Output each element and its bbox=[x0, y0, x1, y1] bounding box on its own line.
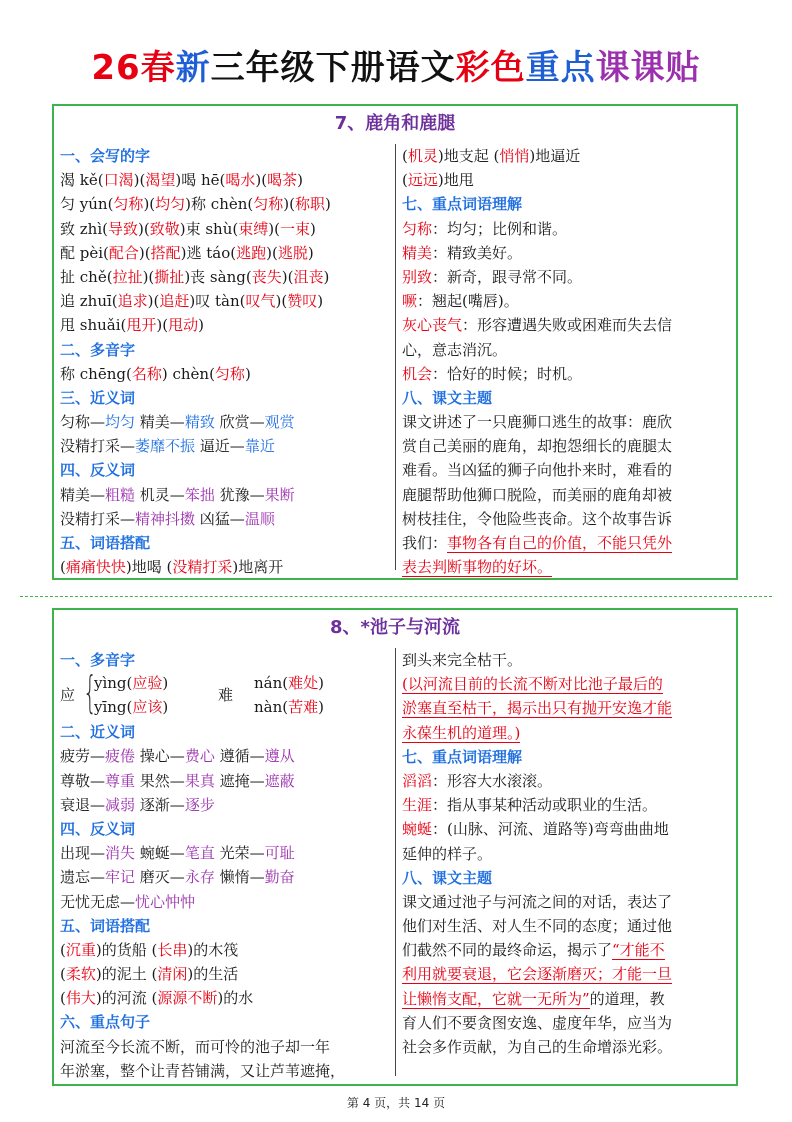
column-divider bbox=[395, 648, 396, 1076]
text-line: 心，意志消沉。 bbox=[402, 340, 508, 359]
text-line: 疲劳—疲倦 操心—费心 遵循—遵从 bbox=[60, 747, 295, 766]
text-line: 难看。当凶猛的狮子向他扑来时，难看的 bbox=[402, 461, 673, 480]
text-line: 精美—粗糙 机灵—笨拙 犹豫—果断 bbox=[60, 485, 295, 504]
text-line: 尊敬—尊重 果然—果真 遮掩—遮蔽 bbox=[60, 771, 295, 790]
text-line: 别致：新奇，跟寻常不同。 bbox=[402, 267, 583, 286]
text-line: 让懒惰支配，它就一无所为”的道理，教 bbox=[402, 989, 665, 1008]
text-line: (远远)地甩 bbox=[402, 171, 474, 190]
right-column bbox=[402, 144, 734, 579]
lesson-heading: 8、*池子与河流 bbox=[330, 617, 460, 638]
left-column bbox=[60, 648, 390, 1083]
text-line: 出现—消失 蜿蜒—笔直 光荣—可耻 bbox=[60, 844, 295, 863]
brace-icon: { bbox=[83, 667, 97, 719]
text-line: 遗忘—牢记 磨灭—永存 懒惰—勤奋 bbox=[60, 868, 295, 887]
text-line: 们截然不同的最终命运，揭示了“才能不 bbox=[402, 941, 665, 960]
text-line: 精美：精致美好。 bbox=[402, 243, 523, 262]
text-line: (伟大)的河流 (源源不断)的水 bbox=[60, 989, 254, 1008]
text-line: 灰心丧气：形容遭遇失败或困难而失去信 bbox=[402, 316, 673, 335]
section-heading: 一、会写的字 bbox=[60, 147, 151, 165]
section-heading: 八、课文主题 bbox=[402, 388, 493, 407]
section-heading: 六、重点句子 bbox=[60, 1013, 151, 1032]
section-heading: 八、课文主题 bbox=[402, 868, 493, 887]
section-heading: 五、词语搭配 bbox=[60, 534, 151, 552]
text-line: 衰退—减弱 逐渐—逐步 bbox=[60, 795, 215, 814]
text-line: 生涯：指从事某种活动或职业的生活。 bbox=[402, 796, 658, 815]
text-line: 延伸的样子。 bbox=[402, 844, 493, 863]
text-line: 甩 shuǎi(甩开)(甩动) bbox=[60, 316, 204, 335]
text-line: 没精打采—精神抖擞 凶猛—温顺 bbox=[60, 509, 275, 528]
text-line: 称 chēng(名称) chèn(匀称) bbox=[60, 364, 251, 383]
text-line: 永葆生机的道理。) bbox=[402, 723, 521, 742]
text-line: 滔滔：形容大水滚滚。 bbox=[402, 771, 553, 790]
text-line: 渴 kě(口渴)(渴望)喝 hē(喝水)(喝茶) bbox=[60, 171, 303, 190]
section-heading: 四、反义词 bbox=[60, 461, 136, 480]
text-line: 赏自己美丽的鹿角，却抱怨细长的鹿腿太 bbox=[402, 437, 673, 456]
section-heading: 四、反义词 bbox=[60, 819, 136, 838]
section-heading: 五、词语搭配 bbox=[60, 916, 151, 935]
text-line: 淤塞直至枯干，揭示出只有抛开安逸才能 bbox=[402, 699, 673, 718]
text-line: (痛痛快快)地喝 (没精打采)地离开 bbox=[60, 558, 284, 577]
text-line: 机会：恰好的时候；时机。 bbox=[402, 364, 583, 383]
section-heading: 二、近义词 bbox=[60, 723, 136, 742]
text-line: 鹿腿帮助他狮口脱险，而美丽的鹿角却被 bbox=[402, 485, 673, 504]
text-line: 年淤塞，整个让青苔铺满，又让芦苇遮掩， bbox=[60, 1061, 346, 1080]
text-line: 表去判断事物的好坏。 bbox=[402, 558, 553, 577]
left-column bbox=[60, 144, 390, 579]
text-line: 没精打采—萎靡不振 逼近—靠近 bbox=[60, 437, 275, 456]
section-heading: 一、多音字 bbox=[60, 651, 136, 669]
text-line: 课文讲述了一只鹿狮口逃生的故事：鹿欣 bbox=[402, 413, 673, 432]
right-column bbox=[402, 648, 734, 1059]
section-heading: 三、近义词 bbox=[60, 388, 136, 407]
text-line: (沉重)的货船 (长串)的木筏 bbox=[60, 940, 239, 959]
section-heading: 二、多音字 bbox=[60, 340, 136, 359]
text-line: 无忧无虑—忧心忡忡 bbox=[60, 892, 196, 911]
text-line: 匀 yún(匀称)(均匀)称 chèn(匀称)(称职) bbox=[60, 195, 331, 214]
polyphone-block: 应 { yìng(应验) yīng(应该) 难 nán(难处) nàn(苦难) bbox=[60, 667, 324, 719]
text-line: 噘：翘起(嘴唇)。 bbox=[402, 292, 519, 311]
page-title: 26春新三年级下册语文彩色重点课课贴 bbox=[91, 48, 701, 88]
text-line: 蜿蜒：(山脉、河流、道路等)弯弯曲曲地 bbox=[402, 820, 669, 839]
text-line: 树枝挂住，令他险些丧命。这个故事告诉 bbox=[402, 509, 673, 528]
text-line: (机灵)地支起 (悄悄)地逼近 bbox=[402, 147, 581, 165]
text-line: 致 zhì(导致)(致敬)束 shù(束缚)(一束) bbox=[60, 219, 316, 238]
text-line: (柔软)的泥土 (清闲)的生活 bbox=[60, 965, 239, 984]
text-line: 利用就要衰退，它会逐渐磨灭；才能一旦 bbox=[402, 965, 673, 984]
text-line: 配 pèi(配合)(搭配)逃 táo(逃跑)(逃脱) bbox=[60, 243, 314, 262]
column-divider bbox=[395, 144, 396, 570]
text-line: 他们对生活、对人生不同的态度；通过他 bbox=[402, 917, 673, 936]
text-line: 到头来完全枯干。 bbox=[402, 651, 523, 669]
lesson-card-8 bbox=[52, 608, 738, 1086]
lesson-heading: 7、鹿角和鹿腿 bbox=[334, 113, 456, 134]
text-line: 追 zhuī(追求)(追赶)叹 tàn(叹气)(赞叹) bbox=[60, 292, 324, 311]
text-line: 社会多作贡献，为自己的生命增添光彩。 bbox=[402, 1038, 673, 1056]
text-line: 匀称：均匀；比例和谐。 bbox=[402, 219, 568, 238]
page-footer: 第 4 页，共 14 页 bbox=[346, 1096, 446, 1110]
section-separator bbox=[20, 596, 772, 597]
text-line: 匀称—均匀 精美—精致 欣赏—观赏 bbox=[60, 413, 295, 432]
lesson-card-7 bbox=[52, 104, 738, 580]
section-heading: 七、重点词语理解 bbox=[402, 195, 523, 214]
text-line: (以河流目前的长流不断对比池子最后的 bbox=[402, 675, 663, 694]
text-line: 我们：事物各有自己的价值，不能只凭外 bbox=[402, 534, 673, 552]
text-line: 课文通过池子与河流之间的对话，表达了 bbox=[402, 892, 673, 911]
text-line: 河流至今长流不断，而可怜的池子却一年 bbox=[60, 1037, 331, 1056]
text-line: 扯 chě(拉扯)(撕扯)丧 sàng(丧失)(沮丧) bbox=[60, 267, 330, 286]
section-heading: 七、重点词语理解 bbox=[402, 747, 523, 766]
text-line: 育人们不要贪图安逸、虚度年华，应当为 bbox=[402, 1013, 673, 1032]
